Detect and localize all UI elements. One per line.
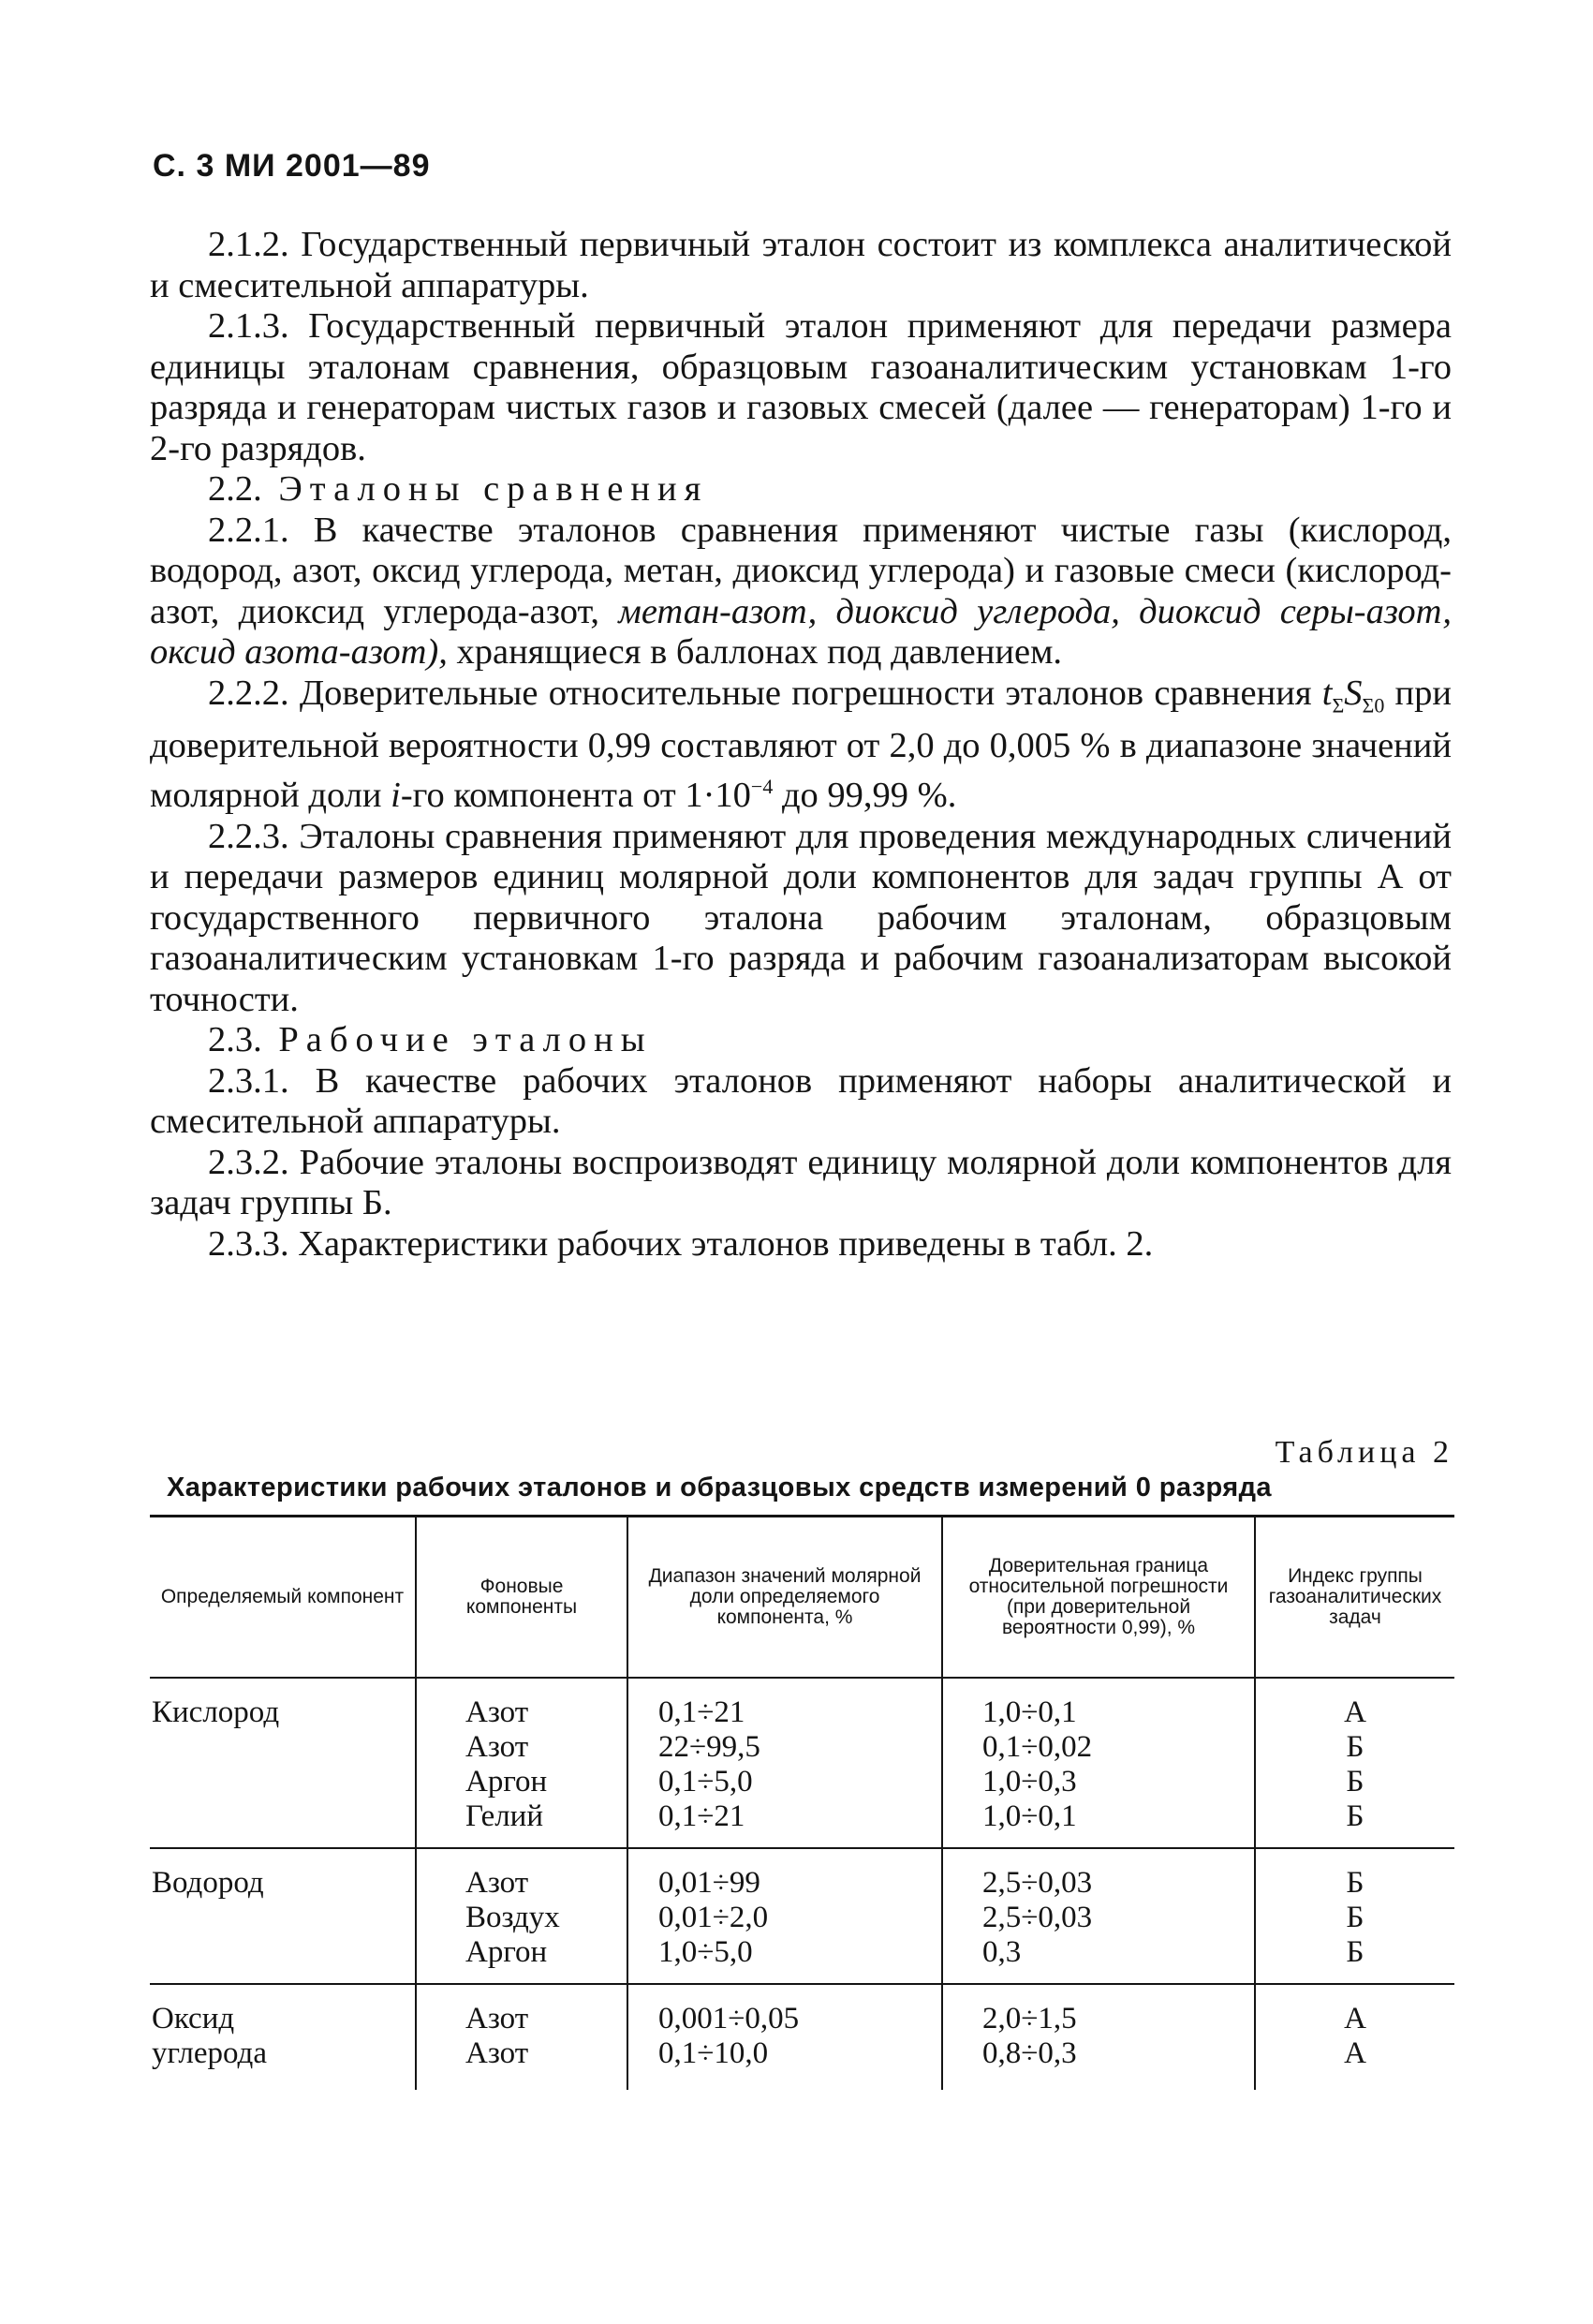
error-value: 2,5÷0,03 bbox=[982, 1866, 1093, 1900]
exponent: −4 bbox=[750, 775, 774, 799]
background-component: Воздух bbox=[465, 1901, 560, 1934]
background-component: Азот bbox=[465, 1695, 529, 1729]
range-value: 1,0÷5,0 bbox=[658, 1935, 753, 1969]
background-component: Азот bbox=[465, 2036, 529, 2070]
cell-index bbox=[1255, 1984, 1454, 2090]
component-name: Водород bbox=[152, 1866, 264, 1900]
cell-component bbox=[150, 1678, 416, 1848]
section-heading-2-2 bbox=[150, 469, 1452, 511]
table-row bbox=[150, 1984, 1454, 2090]
symbol-s: S bbox=[1344, 673, 1363, 713]
error-value: 0,3 bbox=[982, 1935, 1022, 1969]
section-title: Эталоны сравнения bbox=[278, 469, 709, 509]
table-caption: Таблица 2 bbox=[1275, 1435, 1453, 1470]
table-row bbox=[150, 1678, 1454, 1848]
error-value: 0,1÷0,02 bbox=[982, 1730, 1093, 1764]
paragraph-text: 2.2.1. В качестве эталонов сравнения применяют чистые газы (кислород, водород, азот, оксид углерода, метан, диоксид углерода) и газовые смеси (кислород-азот, диоксид углерода-азот, bbox=[150, 510, 1452, 631]
group-index: А bbox=[1344, 2036, 1366, 2070]
cell-range bbox=[627, 1984, 942, 2090]
cell-range bbox=[627, 1848, 942, 1984]
background-component: Азот bbox=[465, 1866, 529, 1900]
paragraph-italic-text: метан-азот, диоксид углерода, диоксид серы-азот, оксид азота-азот), bbox=[150, 591, 1452, 672]
group-index: Б bbox=[1346, 1901, 1364, 1934]
error-value: 1,0÷0,3 bbox=[982, 1765, 1077, 1799]
background-component: Азот bbox=[465, 1730, 529, 1764]
cell-background bbox=[416, 1848, 627, 1984]
paragraph-2-2-1 bbox=[150, 511, 1452, 674]
paragraph-2-1-3: 2.1.3. Государственный первичный эталон применяют для передачи размера единицы эталонам сравнения, образцовым газоаналитическим установкам 1-го разряда и генераторам чистых газов и газовых смесей (далее — генераторам) 1-го и 2-го разрядов. bbox=[150, 306, 1452, 468]
cell-index bbox=[1255, 1678, 1454, 1848]
paragraph-2-1-2: 2.1.2. Государственный первичный эталон состоит из комплекса аналитической и смесительной аппаратуры. bbox=[150, 225, 1452, 305]
page-ref: С. 3 bbox=[153, 148, 215, 184]
column-header-error: Доверительная граница относительной погрешности (при доверительной вероятности 0,99), % bbox=[942, 1517, 1255, 1679]
group-index: Б bbox=[1346, 1730, 1364, 1764]
paragraph-2-3-3: 2.3.3. Характеристики рабочих эталонов приведены в табл. 2. bbox=[208, 1223, 1154, 1264]
paragraph-2-3-2: 2.3.2. Рабочие эталоны воспроизводят единицу молярной доли компонентов для задач группы Б. bbox=[150, 1142, 1452, 1223]
column-header-index: Индекс группы газоаналитических задач bbox=[1255, 1517, 1454, 1679]
doc-number: МИ 2001—89 bbox=[224, 148, 431, 184]
variable-i: i bbox=[391, 776, 401, 816]
cell-component bbox=[150, 1984, 416, 2090]
error-value: 1,0÷0,1 bbox=[982, 1799, 1077, 1833]
error-value: 2,5÷0,03 bbox=[982, 1901, 1093, 1934]
range-value: 22÷99,5 bbox=[658, 1730, 760, 1764]
cell-range bbox=[627, 1678, 942, 1848]
group-index: Б bbox=[1346, 1765, 1364, 1799]
paragraph-text-tail: хранящиеся в баллонах под давлением. bbox=[447, 632, 1063, 672]
error-value: 1,0÷0,1 bbox=[982, 1695, 1077, 1729]
body-text bbox=[150, 225, 1452, 1265]
range-value: 0,01÷99 bbox=[658, 1866, 760, 1900]
section-number: 2.3. bbox=[208, 1020, 262, 1060]
error-value: 2,0÷1,5 bbox=[982, 2002, 1077, 2035]
cell-error bbox=[942, 1678, 1255, 1848]
paragraph-text: 2.2.2. Доверительные относительные погрешности эталонов сравнения bbox=[208, 673, 1322, 713]
table-row bbox=[150, 1848, 1454, 1984]
table-body bbox=[150, 1678, 1454, 2090]
range-value: 0,001÷0,05 bbox=[658, 2002, 800, 2035]
paragraph-2-2-3: 2.2.3. Эталоны сравнения применяют для проведения международных сличений и передачи размеров единиц молярной доли компонентов для задач группы А от государственного первичного эталона рабочим эталонам, образцовым газоаналитическим установкам 1-го разряда и рабочим газоанализаторам высокой точности. bbox=[150, 816, 1452, 1019]
cell-background bbox=[416, 1984, 627, 2090]
column-header-component: Определяемый компонент bbox=[150, 1517, 416, 1679]
section-number: 2.2. bbox=[208, 469, 262, 509]
group-index: Б bbox=[1346, 1935, 1364, 1969]
paragraph-text: -го компонента от 1·10 bbox=[400, 776, 751, 816]
range-value: 0,1÷10,0 bbox=[658, 2036, 769, 2070]
page-header bbox=[153, 148, 430, 185]
range-value: 0,1÷21 bbox=[658, 1695, 745, 1729]
table-2 bbox=[150, 1515, 1454, 2090]
component-name: Оксид bbox=[152, 2002, 235, 2035]
component-name: углерода bbox=[152, 2036, 267, 2070]
paragraph-2-2-2 bbox=[150, 674, 1452, 817]
range-value: 0,01÷2,0 bbox=[658, 1901, 769, 1934]
background-component: Азот bbox=[465, 2002, 529, 2035]
cell-error bbox=[942, 1848, 1255, 1984]
error-value: 0,8÷0,3 bbox=[982, 2036, 1077, 2070]
paragraph-2-3-1: 2.3.1. В качестве рабочих эталонов применяют наборы аналитической и смесительной аппаратуры. bbox=[150, 1060, 1452, 1142]
background-component: Аргон bbox=[465, 1935, 548, 1969]
cell-background bbox=[416, 1678, 627, 1848]
cell-component bbox=[150, 1848, 416, 1984]
range-value: 0,1÷21 bbox=[658, 1799, 745, 1833]
symbol-s-subscript: Σ0 bbox=[1362, 693, 1385, 718]
column-header-range: Диапазон значений молярной доли определяемого компонента, % bbox=[627, 1517, 942, 1679]
group-index: Б bbox=[1346, 1799, 1364, 1833]
background-component: Гелий bbox=[465, 1799, 543, 1833]
cell-index bbox=[1255, 1848, 1454, 1984]
group-index: Б bbox=[1346, 1866, 1364, 1900]
component-name: Кислород bbox=[152, 1695, 280, 1729]
range-value: 0,1÷5,0 bbox=[658, 1765, 753, 1799]
column-header-background: Фоновые компоненты bbox=[416, 1517, 627, 1679]
paragraph-text: до 99,99 %. bbox=[773, 776, 957, 816]
paragraph-text: при доверительной вероятности 0,99 составляют от 2,0 до 0,005 % в диапазоне значений молярной доли bbox=[150, 673, 1452, 816]
group-index: А bbox=[1344, 2002, 1366, 2035]
background-component: Аргон bbox=[465, 1765, 548, 1799]
table-header-row bbox=[150, 1517, 1454, 1679]
table-title: Характеристики рабочих эталонов и образцовых средств измерений 0 разряда bbox=[167, 1473, 1272, 1502]
symbol-t-subscript: Σ bbox=[1332, 693, 1345, 718]
section-heading-2-3 bbox=[150, 1020, 1452, 1061]
section-title: Рабочие эталоны bbox=[278, 1020, 653, 1060]
cell-error bbox=[942, 1984, 1255, 2090]
group-index: А bbox=[1344, 1695, 1366, 1729]
symbol-t: t bbox=[1321, 673, 1333, 713]
